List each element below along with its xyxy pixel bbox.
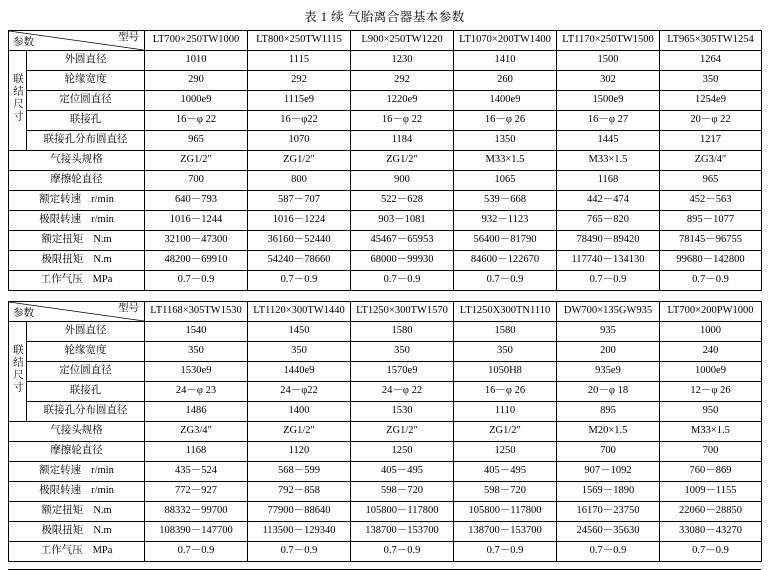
table-cell: 1569－1890 [557, 482, 660, 502]
table-cell: 350 [660, 71, 762, 91]
row-label [9, 522, 145, 542]
table-cell: 0.7－0.9 [454, 542, 557, 562]
table-row [9, 191, 762, 211]
model-header-cell: LT800×250TW1115 [248, 31, 351, 51]
row-label: 摩擦轮直径 [9, 171, 145, 191]
row-label [9, 191, 145, 211]
row-label-unit: r/min [91, 194, 114, 206]
table-cell: 1250 [351, 442, 454, 462]
table-cell: 405－495 [454, 462, 557, 482]
group-label-text: 联结尺寸 [12, 73, 23, 124]
table-row [9, 322, 762, 342]
table-cell: 0.7－0.9 [351, 542, 454, 562]
table-cell: 24560－35630 [557, 522, 660, 542]
table-cell: 77900－88640 [248, 502, 351, 522]
model-header-cell: LT1170×250TW1500 [557, 31, 660, 51]
table-cell: 1110 [454, 402, 557, 422]
table-cell: 1065 [454, 171, 557, 191]
row-label [9, 211, 145, 231]
table-cell: 903－1081 [351, 211, 454, 231]
row-label: 联接孔 [27, 382, 145, 402]
table-cell: 350 [454, 342, 557, 362]
table-cell: 0.7－0.9 [557, 542, 660, 562]
table-row [9, 462, 762, 482]
table-row [9, 422, 762, 442]
table-cell: 1016－1244 [145, 211, 248, 231]
table-cell: 1254e9 [660, 91, 762, 111]
table-cell: 907－1092 [557, 462, 660, 482]
header-param-model-cell [9, 302, 145, 322]
table-cell: 20－φ 18 [557, 382, 660, 402]
table-row [9, 231, 762, 251]
table-cell: 1570e9 [351, 362, 454, 382]
table-cell: 950 [660, 402, 762, 422]
row-label-text: 极限扭矩 [41, 525, 84, 537]
table-row [9, 402, 762, 422]
table-cell: 32100－47300 [145, 231, 248, 251]
table-cell: 1168 [145, 442, 248, 462]
table-row [9, 442, 762, 462]
table-cell: 1184 [351, 131, 454, 151]
table-row [9, 91, 762, 111]
table-cell: 452－563 [660, 191, 762, 211]
table-cell: 700 [660, 442, 762, 462]
table-cell: 200 [557, 342, 660, 362]
row-label-unit: N.m [93, 234, 112, 246]
table-row [9, 522, 762, 542]
table-cell: ZG3/4″ [145, 422, 248, 442]
table-cell: 1540 [145, 322, 248, 342]
table-cell: 1115 [248, 51, 351, 71]
table-cell: 350 [145, 342, 248, 362]
table-cell: ZG1/2″ [248, 422, 351, 442]
table-cell: 640－793 [145, 191, 248, 211]
row-label: 外圆直径 [27, 322, 145, 342]
table-cell: 587－707 [248, 191, 351, 211]
table-cell: 16－φ 26 [454, 382, 557, 402]
table-cell: 935e9 [557, 362, 660, 382]
table-cell: 1400e9 [454, 91, 557, 111]
table-cell: 24－φ22 [248, 382, 351, 402]
row-label: 联接孔分布圆直径 [27, 402, 145, 422]
table-cell: 0.7－0.9 [351, 271, 454, 291]
model-header-cell: LT1070×200TW1400 [454, 31, 557, 51]
table-cell: 1500e9 [557, 91, 660, 111]
model-header-cell: LT965×305TW1254 [660, 31, 762, 51]
header-model-label: 型号 [118, 32, 139, 43]
table-cell: M33×1.5 [454, 151, 557, 171]
table-cell: 1530 [351, 402, 454, 422]
row-label-text: 极限转速 [39, 485, 82, 497]
table-cell: 16170－23750 [557, 502, 660, 522]
table-row [9, 171, 762, 191]
table-cell: 1264 [660, 51, 762, 71]
table-cell: 522－628 [351, 191, 454, 211]
table-row [9, 482, 762, 502]
table-cell: 932－1123 [454, 211, 557, 231]
table-cell: 772－927 [145, 482, 248, 502]
header-param-label: 参数 [13, 36, 34, 48]
row-label [9, 251, 145, 271]
table-cell: 598－720 [351, 482, 454, 502]
table-cell: ZG1/2″ [248, 151, 351, 171]
group-label-connection-dimensions [9, 51, 27, 151]
table-cell: 113500－129340 [248, 522, 351, 542]
table-cell: 0.7－0.9 [248, 271, 351, 291]
table-cell: 24－φ 22 [351, 382, 454, 402]
header-param-model-cell [9, 31, 145, 51]
table-cell: 1168 [557, 171, 660, 191]
table-cell: 302 [557, 71, 660, 91]
table-cell: 1400 [248, 402, 351, 422]
table-cell: 78145－96755 [660, 231, 762, 251]
table-cell: 68000－99930 [351, 251, 454, 271]
table-cell: 1050H8 [454, 362, 557, 382]
model-header-cell: LT1250X300TN1110 [454, 302, 557, 322]
table-cell: 792－858 [248, 482, 351, 502]
table-cell: 0.7－0.9 [557, 271, 660, 291]
table-cell: 1010 [145, 51, 248, 71]
table-cell: 442－474 [557, 191, 660, 211]
row-label-unit: r/min [91, 465, 114, 477]
table-cell: 1016－1224 [248, 211, 351, 231]
row-label-text: 工作气压 [40, 274, 83, 286]
row-label [9, 502, 145, 522]
table-cell: 54240－78660 [248, 251, 351, 271]
table-cell: 1350 [454, 131, 557, 151]
table-cell: 16－φ22 [248, 111, 351, 131]
table-cell: 16－φ 22 [145, 111, 248, 131]
table-cell: 900 [351, 171, 454, 191]
row-label-text: 额定扭矩 [41, 234, 84, 246]
table-cell: 1445 [557, 131, 660, 151]
table-row [9, 382, 762, 402]
table-cell: 0.7－0.9 [660, 271, 762, 291]
row-label: 轮缘宽度 [27, 71, 145, 91]
table-cell: 1486 [145, 402, 248, 422]
table-cell: 1580 [351, 322, 454, 342]
header-param-label: 参数 [13, 307, 34, 319]
model-header-cell: LT1120×300TW1440 [248, 302, 351, 322]
row-label: 联接孔分布圆直径 [27, 131, 145, 151]
table-cell: 48200－69910 [145, 251, 248, 271]
table-cell: 1250 [454, 442, 557, 462]
group-label-connection-dimensions [9, 322, 27, 422]
table-cell: 598－720 [454, 482, 557, 502]
table-cell: 105800－117800 [454, 502, 557, 522]
table-row [9, 211, 762, 231]
row-label-text: 额定转速 [39, 465, 82, 477]
table-cell: M33×1.5 [557, 151, 660, 171]
row-label: 定位圆直径 [27, 362, 145, 382]
table-cell: 12－φ 26 [660, 382, 762, 402]
table-cell: 292 [351, 71, 454, 91]
table-cell: 24－φ 23 [145, 382, 248, 402]
table-row [9, 151, 762, 171]
row-label: 气接头规格 [9, 151, 145, 171]
table-cell: 405－495 [351, 462, 454, 482]
table-caption: 表 1 续 气胎离合器基本参数 [304, 10, 465, 24]
table-row [9, 271, 762, 291]
table-cell: 1070 [248, 131, 351, 151]
row-label-unit: r/min [91, 214, 114, 226]
row-label: 定位圆直径 [27, 91, 145, 111]
table-gap [8, 291, 761, 301]
table-cell: M33×1.5 [660, 422, 762, 442]
table-2-header-row [9, 302, 762, 322]
table-cell: 1450 [248, 322, 351, 342]
table-cell: 1217 [660, 131, 762, 151]
row-label [9, 462, 145, 482]
table-cell: 260 [454, 71, 557, 91]
table-cell: ZG1/2″ [454, 422, 557, 442]
row-label-text: 额定转速 [39, 194, 82, 206]
table-cell: 1440e9 [248, 362, 351, 382]
table-row [9, 51, 762, 71]
table-cell: 22060－28850 [660, 502, 762, 522]
table-cell: 1580 [454, 322, 557, 342]
table-cell: 138700－153700 [454, 522, 557, 542]
table-cell: 292 [248, 71, 351, 91]
table-cell: 240 [660, 342, 762, 362]
table-cell: 760－869 [660, 462, 762, 482]
table-cell: 965 [145, 131, 248, 151]
row-label-unit: N.m [93, 525, 112, 537]
table-cell: 350 [351, 342, 454, 362]
table-cell: 117740－134130 [557, 251, 660, 271]
row-label [9, 482, 145, 502]
table-2-body [9, 302, 762, 562]
row-label: 轮缘宽度 [27, 342, 145, 362]
table-cell: M20×1.5 [557, 422, 660, 442]
row-label-text: 额定扭矩 [41, 505, 84, 517]
row-label: 外圆直径 [27, 51, 145, 71]
table-cell: 84600－122670 [454, 251, 557, 271]
table-row [9, 362, 762, 382]
header-model-label: 型号 [118, 303, 139, 314]
table-cell: 1120 [248, 442, 351, 462]
row-label: 联接孔 [27, 111, 145, 131]
table-row [9, 131, 762, 151]
table-cell: 0.7－0.9 [454, 271, 557, 291]
table-cell: 1500 [557, 51, 660, 71]
table-cell: 539－668 [454, 191, 557, 211]
model-header-cell: LT700×200PW1000 [660, 302, 762, 322]
model-header-cell: LT1168×305TW1530 [145, 302, 248, 322]
row-label-text: 极限扭矩 [41, 254, 84, 266]
table-cell: 99680－142800 [660, 251, 762, 271]
table-cell: 138700－153700 [351, 522, 454, 542]
table-cell: 16－φ 26 [454, 111, 557, 131]
row-label-unit: MPa [92, 545, 113, 557]
table-cell: 435－524 [145, 462, 248, 482]
table-cell: 56400－81790 [454, 231, 557, 251]
table-cell: 935 [557, 322, 660, 342]
table-cell: 105800－117800 [351, 502, 454, 522]
table-row [9, 111, 762, 131]
table-row [9, 71, 762, 91]
row-label: 气接头规格 [9, 422, 145, 442]
table-cell: 1410 [454, 51, 557, 71]
row-label [9, 231, 145, 251]
table-cell: 88332－99700 [145, 502, 248, 522]
table-cell: 895－1077 [660, 211, 762, 231]
table-cell: 108390－147700 [145, 522, 248, 542]
table-cell: 1230 [351, 51, 454, 71]
table-cell: 45467－65953 [351, 231, 454, 251]
row-label-unit: N.m [93, 254, 112, 266]
table-cell: 0.7－0.9 [248, 542, 351, 562]
table-1-header-row [9, 31, 762, 51]
row-label-unit: N.m [93, 505, 112, 517]
table-row [9, 542, 762, 562]
table-cell: ZG1/2″ [351, 422, 454, 442]
table-cell: 16－φ 27 [557, 111, 660, 131]
model-header-cell: LT1250×300TW1570 [351, 302, 454, 322]
table-cell: 0.7－0.9 [145, 271, 248, 291]
table-cell: 1000e9 [660, 362, 762, 382]
row-label-unit: MPa [92, 274, 113, 286]
table-cell: 568－599 [248, 462, 351, 482]
spec-table-1 [8, 30, 762, 291]
row-label-text: 极限转速 [39, 214, 82, 226]
row-label-text: 工作气压 [40, 545, 83, 557]
table-row [9, 342, 762, 362]
table-cell: 16－φ 22 [351, 111, 454, 131]
table-cell: 800 [248, 171, 351, 191]
table-cell: 1009－1155 [660, 482, 762, 502]
table-row [9, 251, 762, 271]
table-cell: ZG1/2″ [145, 151, 248, 171]
model-header-cell: LT700×250TW1000 [145, 31, 248, 51]
table-cell: 290 [145, 71, 248, 91]
spec-table-2 [8, 301, 762, 562]
table-cell: ZG1/2″ [351, 151, 454, 171]
table-row [9, 502, 762, 522]
table-cell: 700 [557, 442, 660, 462]
group-label-text: 联结尺寸 [12, 344, 23, 395]
table-cell: 1220e9 [351, 91, 454, 111]
row-label [9, 542, 145, 562]
table-cell: 0.7－0.9 [660, 542, 762, 562]
table-cell: 1000e9 [145, 91, 248, 111]
table-cell: 1530e9 [145, 362, 248, 382]
table-cell: 700 [145, 171, 248, 191]
table-cell: 965 [660, 171, 762, 191]
table-cell: 78490－89420 [557, 231, 660, 251]
table-cell: 1115e9 [248, 91, 351, 111]
table-cell: 765－820 [557, 211, 660, 231]
table-cell: ZG3/4″ [660, 151, 762, 171]
table-cell: 350 [248, 342, 351, 362]
table-cell: 895 [557, 402, 660, 422]
row-label: 摩擦轮直径 [9, 442, 145, 462]
row-label-unit: r/min [91, 485, 114, 497]
model-header-cell: DW700×135GW935 [557, 302, 660, 322]
table-1-body [9, 31, 762, 291]
model-header-cell: L900×250TW1220 [351, 31, 454, 51]
table-cell: 36160－52440 [248, 231, 351, 251]
table-cell: 20－φ 22 [660, 111, 762, 131]
table-cell: 0.7－0.9 [145, 542, 248, 562]
table-cell: 1000 [660, 322, 762, 342]
table-cell: 33080－43270 [660, 522, 762, 542]
row-label [9, 271, 145, 291]
